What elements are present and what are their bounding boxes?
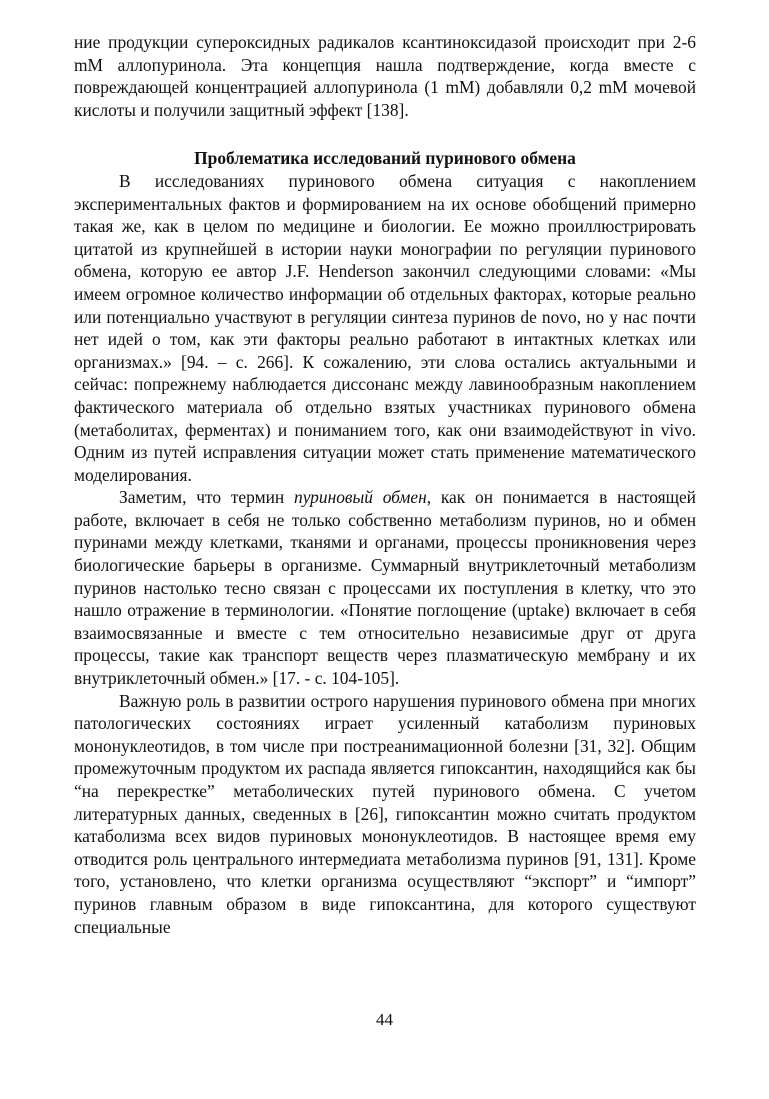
page-body [74, 31, 696, 938]
paragraph-purine-exchange-term [74, 486, 696, 689]
paragraph-2-rest: , как он понимается в настоящей работе, включает в себя не только собственно метаболизм пуринов, но и обмен пуринами между клетками, тканями и органами, процессы проникновения через биологические барьеры в организме. Суммарный внутриклеточный метаболизм пуринов настолько тесно связан с процессами их поступления в клетку, что это нашло отражение в терминологии. «Понятие поглощение (uptake) включает в себя взаимосвязанные и вместе с тем относительно независимые друг от друга процессы, такие как транспорт веществ через плазматическую мембрану и их внутриклеточный обмен.» [17. - с. 104-105]. [74, 487, 696, 689]
page-number: 44 [376, 1010, 393, 1029]
opening-paragraph: ние продукции супероксидных радикалов ксантиноксидазой происходит при 2-6 mM аллопуринола. Эта концепция нашла подтверждение, когда вместе с повреждающей концентрацией аллопуринола (1 mM) добавляли 0,2 mM мочевой кислоты и получили защитный эффект [138]. [74, 32, 696, 120]
paragraph-purine-research: В исследованиях пуринового обмена ситуация с накоплением экспериментальных фактов и формированием на их основе обобщений примерно такая же, как в целом по медицине и биологии. Ее можно проиллюстрировать цитатой из крупнейшей в истории науки монографии по регуляции пуринового обмена, которую ее автор J.F. Henderson закончил следующими словами: «Мы имеем огромное количество информации об отдельных факторах, которые реально или потенциально участвуют в регуляции синтеза пуринов de novo, но у нас почти нет идей о том, как эти факторы реально работают в интактных клетках или организмах.» [94. – с. 266]. К сожалению, эти слова остались актуальными и сейчас: попрежнему наблюдается диссонанс между лавинообразным накоплением фактического материала об отдельно взятых участниках пуринового обмена (метаболитах, ферментах) и пониманием того, как они взаимодействуют in vivo. Одним из путей исправления ситуации может стать применение математического моделирования. [74, 170, 696, 485]
paragraph-hypoxanthine: Важную роль в развитии острого нарушения пуринового обмена при многих патологических состояниях играет усиленный катаболизм пуриновых мононуклеотидов, в том числе при постреанимационной болезни [31, 32]. Общим промежуточным продуктом их распада является гипоксантин, находящийся как бы “на перекрестке” метаболических путей пуринового обмена. С учетом литературных данных, сведенных в [26], гипоксантин можно считать продуктом катаболизма всех видов пуриновых мононуклеотидов. В настоящее время ему отводится роль центрального интермедиата метаболизма пуринов [91, 131]. Кроме того, установлено, что клетки организма осуществляют “экспорт” и “импорт” пуринов главным образом в виде гипоксантина, для которого существуют специальные [74, 690, 696, 937]
paragraph-2-intro: Заметим, что термин [119, 487, 294, 508]
section-heading: Проблематика исследований пуринового обмена [194, 148, 576, 169]
italic-term: пуриновый обмен [294, 487, 427, 508]
